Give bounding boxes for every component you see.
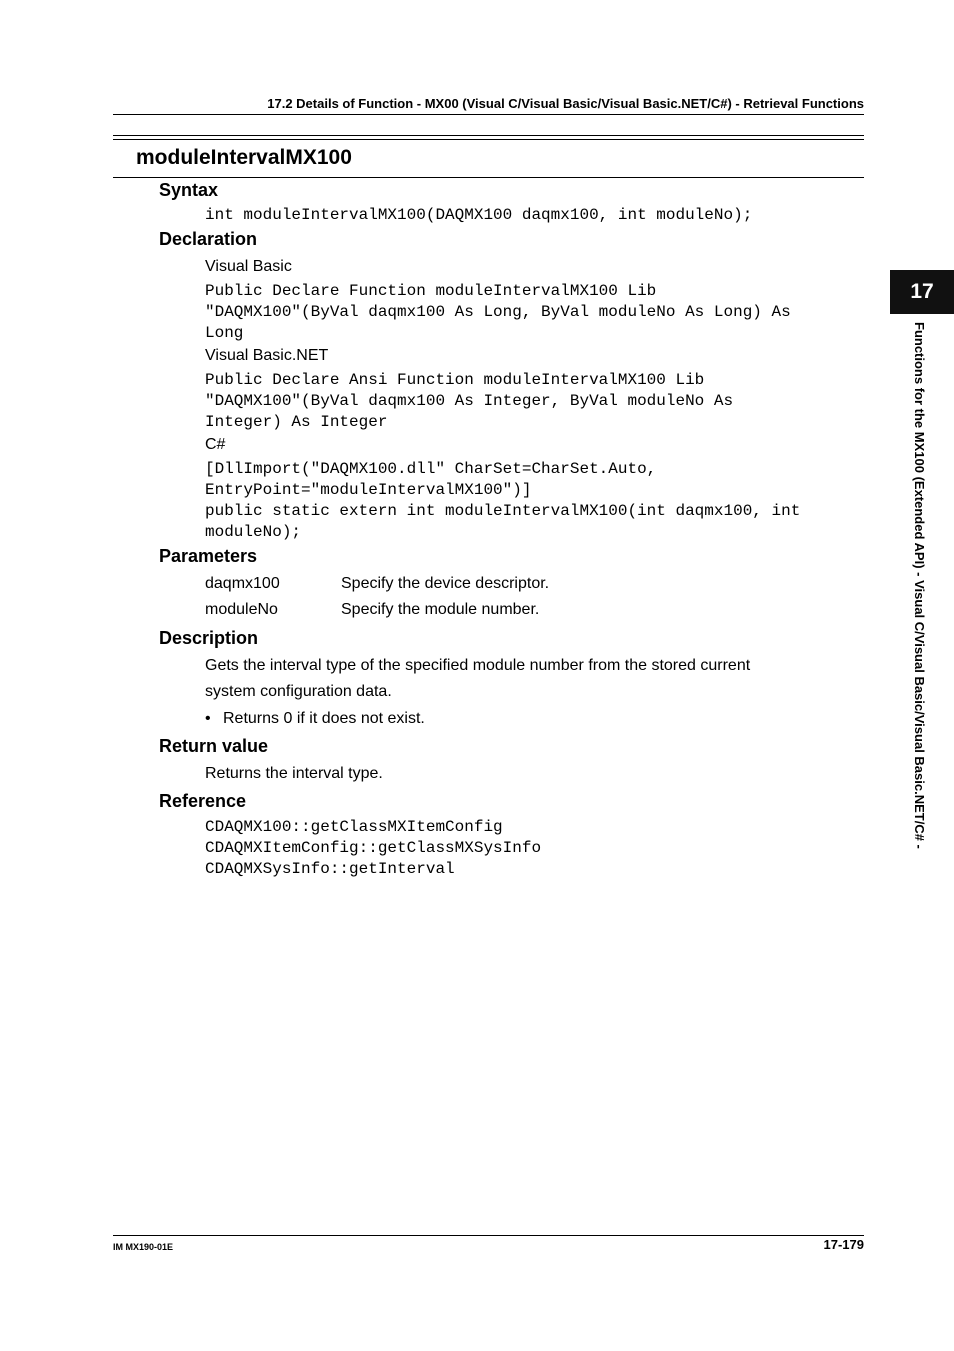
- param-desc: Specify the module number.: [341, 601, 540, 618]
- cs-label: C#: [205, 436, 226, 453]
- syntax-heading: Syntax: [159, 180, 219, 200]
- vb-code: Public Declare Function moduleIntervalMX100 Lib "DAQMX100"(ByVal daqmx100 As Long, ByVal moduleNo As Long) As Long: [205, 282, 791, 342]
- return-value-text: Returns the interval type.: [205, 765, 383, 782]
- vb-label: Visual Basic: [205, 258, 292, 275]
- description-heading: Description: [159, 628, 259, 648]
- manual-id: IM MX190-01E: [113, 1242, 174, 1252]
- param-desc: Specify the device descriptor.: [341, 575, 550, 592]
- vbnet-code: Public Declare Ansi Function moduleIntervalMX100 Lib "DAQMX100"(ByVal daqmx100 As Integer, ByVal moduleNo As Integer) As Integer: [205, 371, 734, 431]
- title-rule-bottom: [113, 177, 864, 178]
- param-name: daqmx100: [205, 575, 280, 592]
- declaration-heading: Declaration: [159, 229, 258, 249]
- reference-code: CDAQMX100::getClassMXItemConfig CDAQMXItemConfig::getClassMXSysInfo CDAQMXSysInfo::getInterval: [205, 818, 542, 878]
- bullet-glyph: •: [205, 710, 211, 727]
- function-title: moduleIntervalMX100: [136, 146, 352, 169]
- reference-heading: Reference: [159, 791, 247, 811]
- return-value-heading: Return value: [159, 736, 269, 756]
- bullet-text: Returns 0 if it does not exist.: [223, 710, 425, 727]
- page-number: 17-179: [823, 1237, 864, 1252]
- title-rule-top: [113, 135, 864, 136]
- title-rule-top-2: [113, 139, 864, 140]
- syntax-code: int moduleIntervalMX100(DAQMX100 daqmx100, int moduleNo);: [205, 206, 753, 224]
- description-line-1: Gets the interval type of the specified module number from the stored current: [205, 657, 751, 674]
- description-bullet: [205, 706, 425, 732]
- param-name: moduleNo: [205, 601, 278, 618]
- header-rule: [113, 114, 864, 115]
- running-header: 17.2 Details of Function - MX00 (Visual C/Visual Basic/Visual Basic.NET/C#) - Retrieval Functions: [267, 96, 864, 111]
- chapter-tab: 17: [890, 270, 954, 314]
- parameters-heading: Parameters: [159, 546, 258, 566]
- chapter-side-title: Functions for the MX100 (Extended API) - Visual C/Visual Basic/Visual Basic.NET/C# -: [912, 322, 927, 849]
- cs-code: [DllImport("DAQMX100.dll" CharSet=CharSet.Auto, EntryPoint="moduleIntervalMX100")] public static extern int moduleIntervalMX100(int daqmx100, int moduleNo);: [205, 460, 801, 541]
- description-line-2: system configuration data.: [205, 683, 392, 700]
- footer-rule: [113, 1235, 864, 1236]
- vbnet-label: Visual Basic.NET: [205, 347, 329, 364]
